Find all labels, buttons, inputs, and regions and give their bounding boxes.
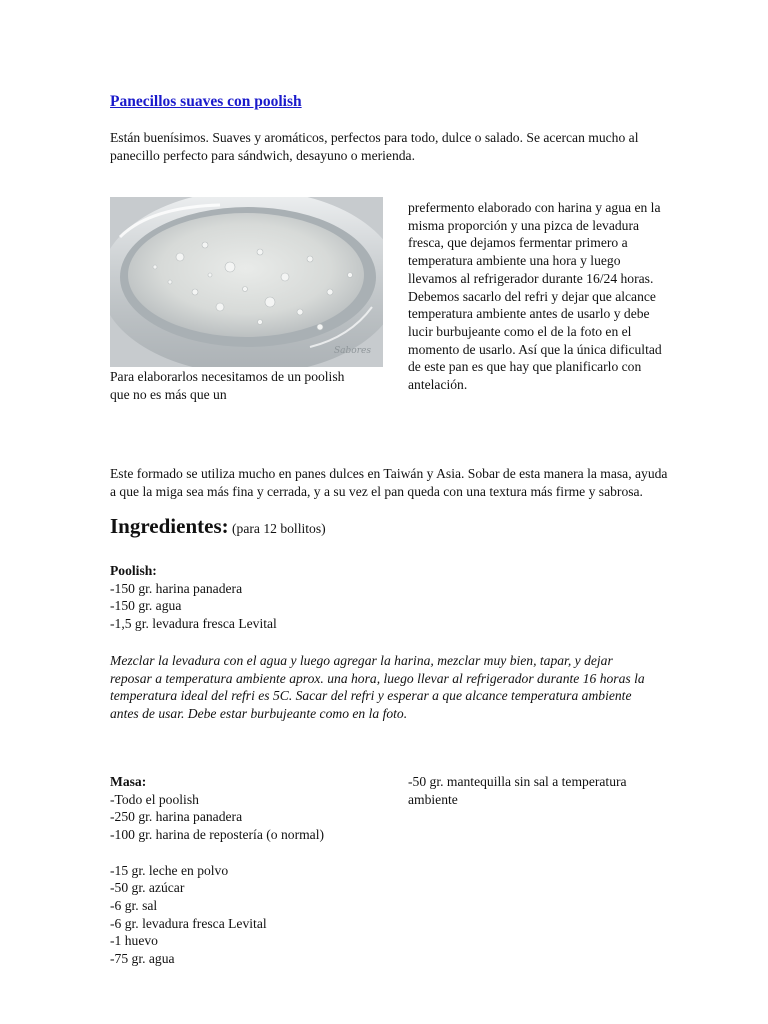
ingredient-line: -1,5 gr. levadura fresca Levital	[110, 616, 277, 632]
ingredients-yield-note: (para 12 bollitos)	[232, 521, 326, 536]
poolish-photo	[110, 197, 383, 367]
photo-watermark: Sabores	[334, 346, 371, 356]
recipe-title-link[interactable]: Panecillos suaves con poolish	[110, 93, 302, 110]
photo-caption: Para elaborarlos necesitamos de un poolish que no es más que un	[110, 369, 345, 402]
masa-heading: Masa:	[110, 774, 147, 789]
poolish-heading: Poolish:	[110, 563, 157, 578]
ingredient-line: -150 gr. agua	[110, 598, 182, 614]
poolish-description: prefermento elaborado con harina y agua en la misma proporción y una pizca de levadura fresca, que dejamos fermentar primero a temperatura ambiente una hora y luego llevamos al refrigerador durante 16/24 horas. Debemos sacarlo del refri y dejar que alcance temperatura ambiente antes de usarlo y debe lucir burbujeante como el de la foto en el momento de usarlo. Así que la única dificultad de este pan es que hay que planificarlo con antelación.	[408, 200, 662, 393]
ingredient-line: -250 gr. harina panadera	[110, 809, 243, 825]
ingredient-line: -6 gr. levadura fresca Levital	[110, 915, 267, 931]
ingredient-line: -75 gr. agua	[110, 951, 175, 967]
ingredient-line: -6 gr. sal	[110, 897, 158, 913]
formado-paragraph: Este formado se utiliza mucho en panes dulces en Taiwán y Asia. Sobar de esta manera la masa, ayuda a que la miga sea más fina y cerrada, y a su vez el pan queda con una textura más firme y sabrosa.	[110, 466, 668, 499]
ingredients-heading: Ingredientes:	[110, 514, 229, 538]
poolish-bowl-image	[110, 197, 383, 367]
ingredient-line: -1 huevo	[110, 933, 158, 949]
poolish-instructions: Mezclar la levadura con el agua y luego agregar la harina, mezclar muy bien, tapar, y dejar reposar a temperatura ambiente aprox. una hora, luego llevar al refrigerador durante 16 horas la temperatura ideal del refri es 5C. Sacar del refri y esperar a que alcance temperatura ambiente antes de usar. Debe estar burbujeante como en la foto.	[110, 653, 645, 722]
ingredients-header	[110, 514, 326, 538]
list-spacer	[110, 844, 410, 862]
ingredient-line: -15 gr. leche en polvo	[110, 862, 229, 878]
masa-ingredients	[110, 773, 410, 968]
ingredient-line: -Todo el poolish	[110, 791, 199, 807]
intro-paragraph: Están buenísimos. Suaves y aromáticos, perfectos para todo, dulce o salado. Se acercan mucho al panecillo perfecto para sándwich, desayuno o merienda.	[110, 130, 639, 163]
masa-right-column: -50 gr. mantequilla sin sal a temperatura ambiente	[408, 774, 627, 807]
ingredient-line: -100 gr. harina de repostería (o normal)	[110, 827, 325, 843]
ingredient-line: -150 gr. harina panadera	[110, 580, 243, 596]
ingredient-line: -50 gr. azúcar	[110, 880, 185, 896]
poolish-ingredients	[110, 562, 430, 633]
